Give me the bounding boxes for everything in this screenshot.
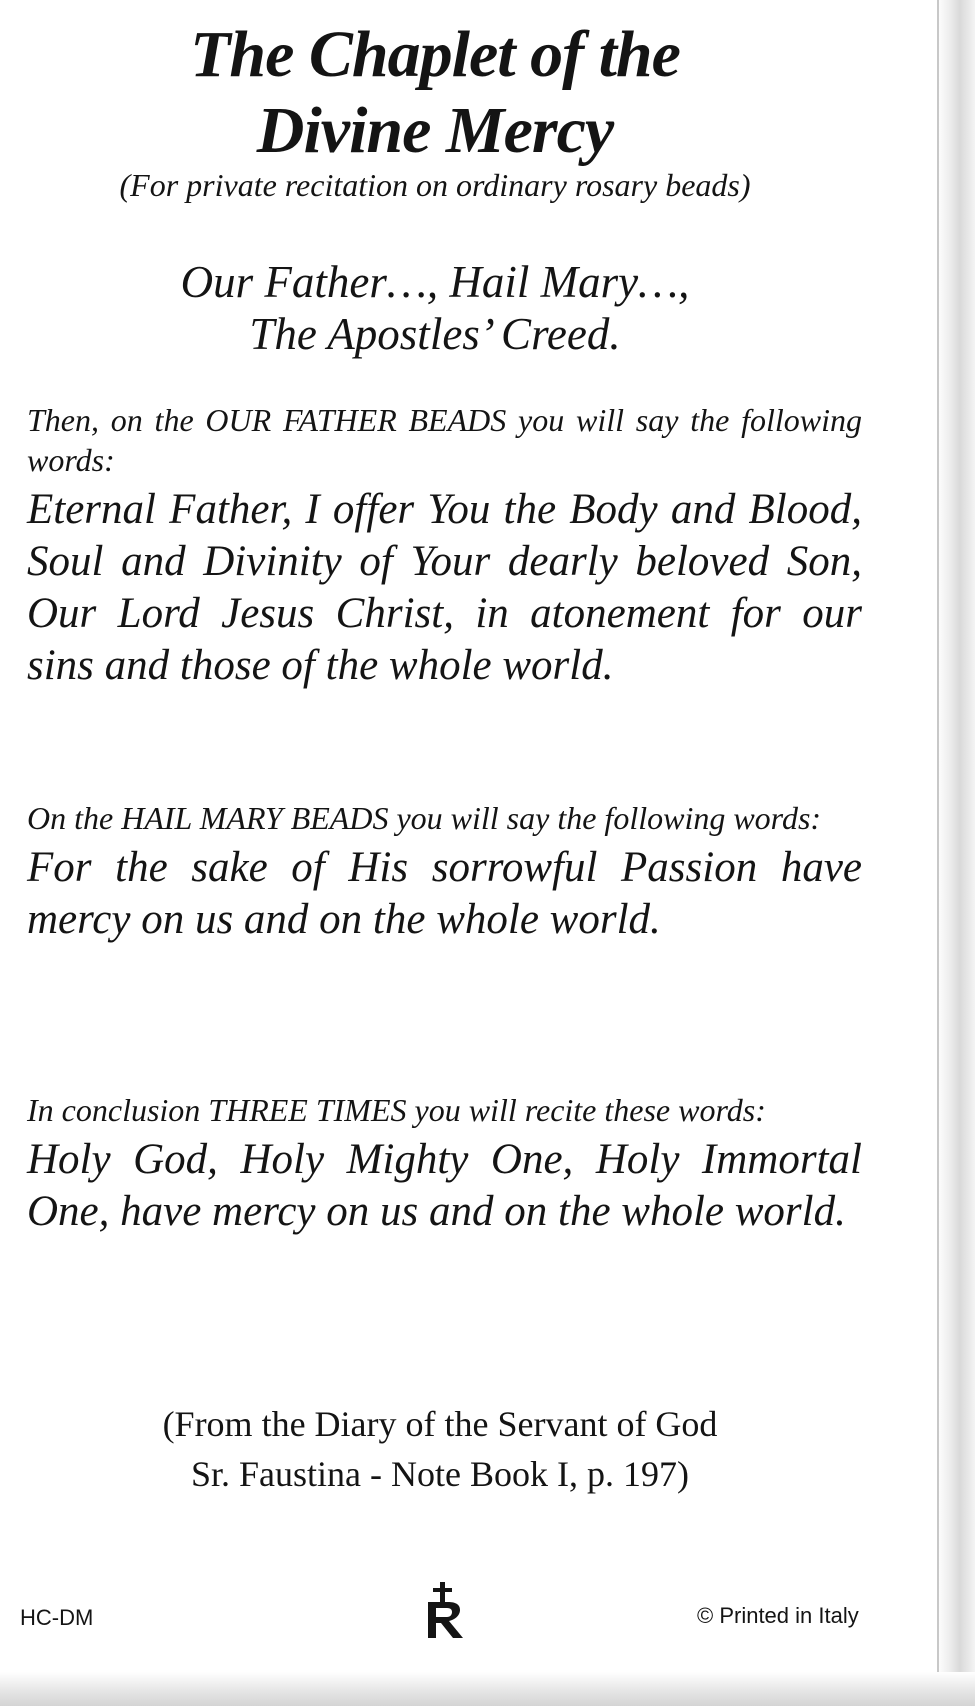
our-father-prayer: Eternal Father, I offer You the Body and Blood, Soul and Divinity of Your dearly beloved Son, Our Lord Jesus Christ, in atonement for our sins and those of the whole world. (27, 486, 862, 689)
source-line-2: Sr. Faustina - Note Book I, p. 197) (191, 1454, 689, 1494)
conclusion-instruction: In conclusion THREE TIMES you will recite these words: (27, 1092, 766, 1128)
subtitle: (For private recitation on ordinary rosary beads) (119, 167, 751, 203)
card-edge-line (937, 0, 939, 1706)
card-bottom-shadow (0, 1672, 975, 1706)
hail-mary-section (27, 798, 862, 946)
opening-prayers-line-2: The Apostles’ Creed. (249, 309, 621, 359)
title-line-1: The Chaplet of the (190, 18, 680, 91)
cross-r-publisher-mark-icon (420, 1582, 468, 1642)
card-edge-shadow (937, 0, 975, 1706)
conclusion-section (27, 1090, 862, 1238)
source-line-1: (From the Diary of the Servant of God (162, 1404, 718, 1444)
hail-mary-instruction: On the HAIL MARY BEADS you will say the following words: (27, 800, 822, 836)
printed-in-italy: © Printed in Italy (697, 1603, 859, 1628)
product-code: HC-DM (20, 1605, 94, 1630)
hail-mary-prayer: For the sake of His sorrowful Passion have mercy on us and on the whole world. (27, 844, 862, 943)
our-father-section (27, 400, 862, 692)
opening-prayers-line-1: Our Father…, Hail Mary…, (180, 257, 690, 307)
title-line-2: Divine Mercy (256, 94, 614, 167)
conclusion-prayer: Holy God, Holy Mighty One, Holy Immortal One, have mercy on us and on the whole world. (27, 1136, 862, 1235)
our-father-instruction: Then, on the OUR FATHER BEADS you will say the following words: (27, 402, 862, 478)
